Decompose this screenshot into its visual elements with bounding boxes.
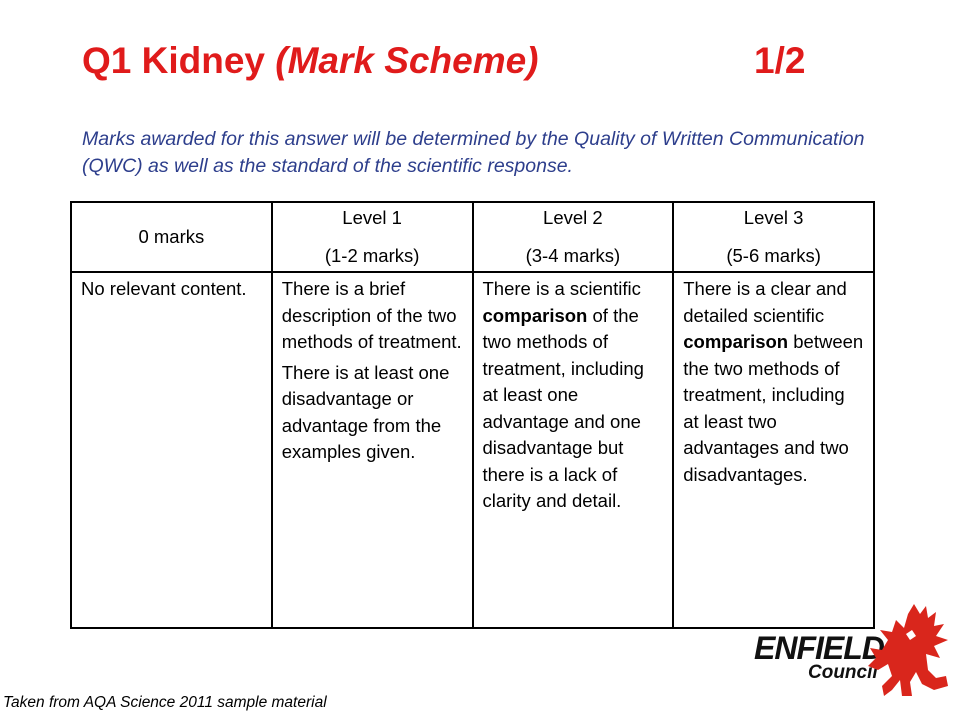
title-italic: (Mark Scheme) — [275, 40, 539, 81]
criteria-text: There is a clear and detailed scientific — [683, 278, 847, 326]
criteria-text: There is a brief description of the two methods of treatment. — [281, 278, 462, 352]
slide-title — [82, 40, 882, 82]
cell-0-marks — [71, 272, 272, 628]
criteria-row — [71, 272, 874, 628]
header-label: Level 2 — [543, 206, 603, 228]
cell-level-1 — [272, 272, 473, 628]
mark-scheme-table — [70, 201, 875, 629]
header-level-2 — [473, 202, 674, 272]
header-marks: (1-2 marks) — [324, 245, 420, 266]
header-row — [71, 202, 874, 272]
criteria-text: There is at least one disadvantage or advantage from the examples given. — [281, 361, 450, 462]
header-0-marks — [71, 202, 272, 272]
keyword-comparison: comparison — [482, 304, 588, 326]
keyword-comparison: comparison — [683, 331, 789, 352]
logo-council: Council — [808, 662, 878, 683]
source-footer: Taken from AQA Science 2011 sample material — [3, 694, 327, 711]
criteria-text: No relevant content. — [81, 278, 247, 299]
header-level-3 — [673, 202, 874, 272]
title-main: Q1 Kidney — [82, 40, 265, 81]
header-level-1 — [272, 202, 473, 272]
header-marks: (5-6 marks) — [726, 245, 821, 266]
header-label: Level 1 — [342, 206, 402, 228]
logo-wordmark: ENFIELD — [754, 630, 884, 666]
criteria-text: of the two methods of treatment, including at least one advantage and one disadvantage but there is a lack of clarity and detail. — [482, 304, 644, 511]
page-indicator: 1/2 — [754, 40, 806, 81]
dragon-icon — [862, 600, 952, 700]
header-marks: (3-4 marks) — [525, 245, 621, 266]
criteria-text: There is a scientific — [482, 278, 641, 299]
cell-level-3 — [673, 272, 874, 628]
header-label: 0 marks — [138, 225, 205, 247]
enfield-council-logo — [752, 600, 952, 700]
header-label: Level 3 — [743, 206, 804, 228]
cell-level-2 — [473, 272, 674, 628]
qwc-note: Marks awarded for this answer will be determined by the Quality of Written Communication (QWC) as well as the standard of the scientific response. — [82, 128, 865, 177]
criteria-text: between the two methods of treatment, including at least two advantages and two disadvantages. — [683, 331, 864, 485]
